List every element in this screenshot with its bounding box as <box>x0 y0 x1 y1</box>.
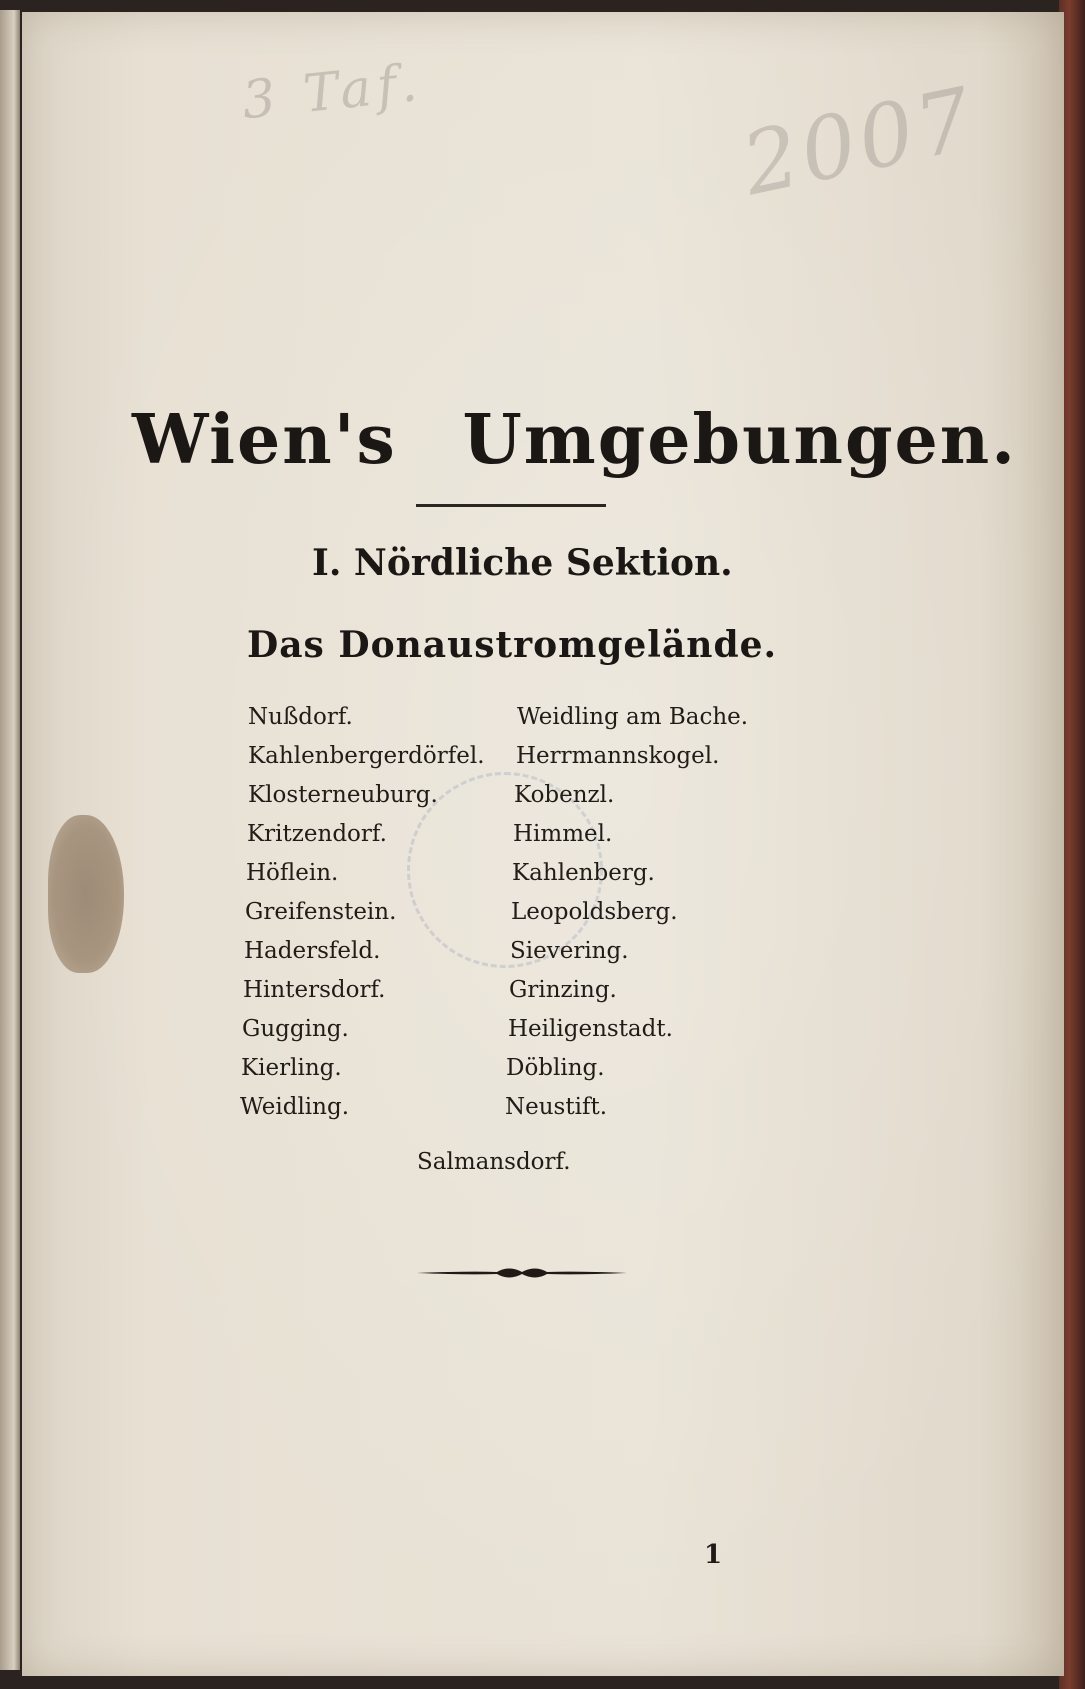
place-right-3: Kobenzl. <box>514 782 615 808</box>
place-left-2: Kahlenbergerdörfel. <box>248 743 485 769</box>
ornamental-divider <box>417 1262 627 1284</box>
place-left-10: Kierling. <box>241 1055 342 1081</box>
place-right-9: Heiligenstadt. <box>508 1016 673 1042</box>
place-right-10: Döbling. <box>506 1055 605 1081</box>
title-divider-rule <box>416 504 606 507</box>
place-left-1: Nußdorf. <box>248 704 353 730</box>
place-right-5: Kahlenberg. <box>512 860 655 886</box>
page-number: 1 <box>704 1540 723 1570</box>
book-page <box>22 12 1064 1676</box>
page-title: Wien's Umgebungen. <box>132 400 1017 480</box>
section-heading: I. Nördliche Sektion. <box>312 542 733 584</box>
place-left-8: Hintersdorf. <box>243 977 386 1003</box>
place-left-9: Gugging. <box>242 1016 349 1042</box>
place-right-8: Grinzing. <box>509 977 617 1003</box>
place-left-3: Klosterneuburg. <box>248 782 438 808</box>
place-left-11: Weidling. <box>240 1094 350 1120</box>
pencil-annotation: 3 Taf. <box>239 52 426 132</box>
place-right-6: Leopoldsberg. <box>511 899 678 925</box>
place-right-7: Sievering. <box>510 938 629 964</box>
place-right-2: Herrmannskogel. <box>516 743 720 769</box>
place-centered: Salmansdorf. <box>417 1149 571 1175</box>
place-right-11: Neustift. <box>505 1094 608 1120</box>
pencil-shelf-number: 2007 <box>734 68 985 216</box>
place-left-6: Greifenstein. <box>245 899 397 925</box>
subsection-heading: Das Donaustromgelände. <box>247 624 778 666</box>
place-right-1: Weidling am Bache. <box>517 704 749 730</box>
place-left-4: Kritzendorf. <box>247 821 387 847</box>
place-left-5: Höflein. <box>246 860 339 886</box>
place-right-4: Himmel. <box>513 821 613 847</box>
place-left-7: Hadersfeld. <box>244 938 381 964</box>
previous-page-edge <box>0 10 20 1670</box>
paper-stain <box>48 815 124 973</box>
